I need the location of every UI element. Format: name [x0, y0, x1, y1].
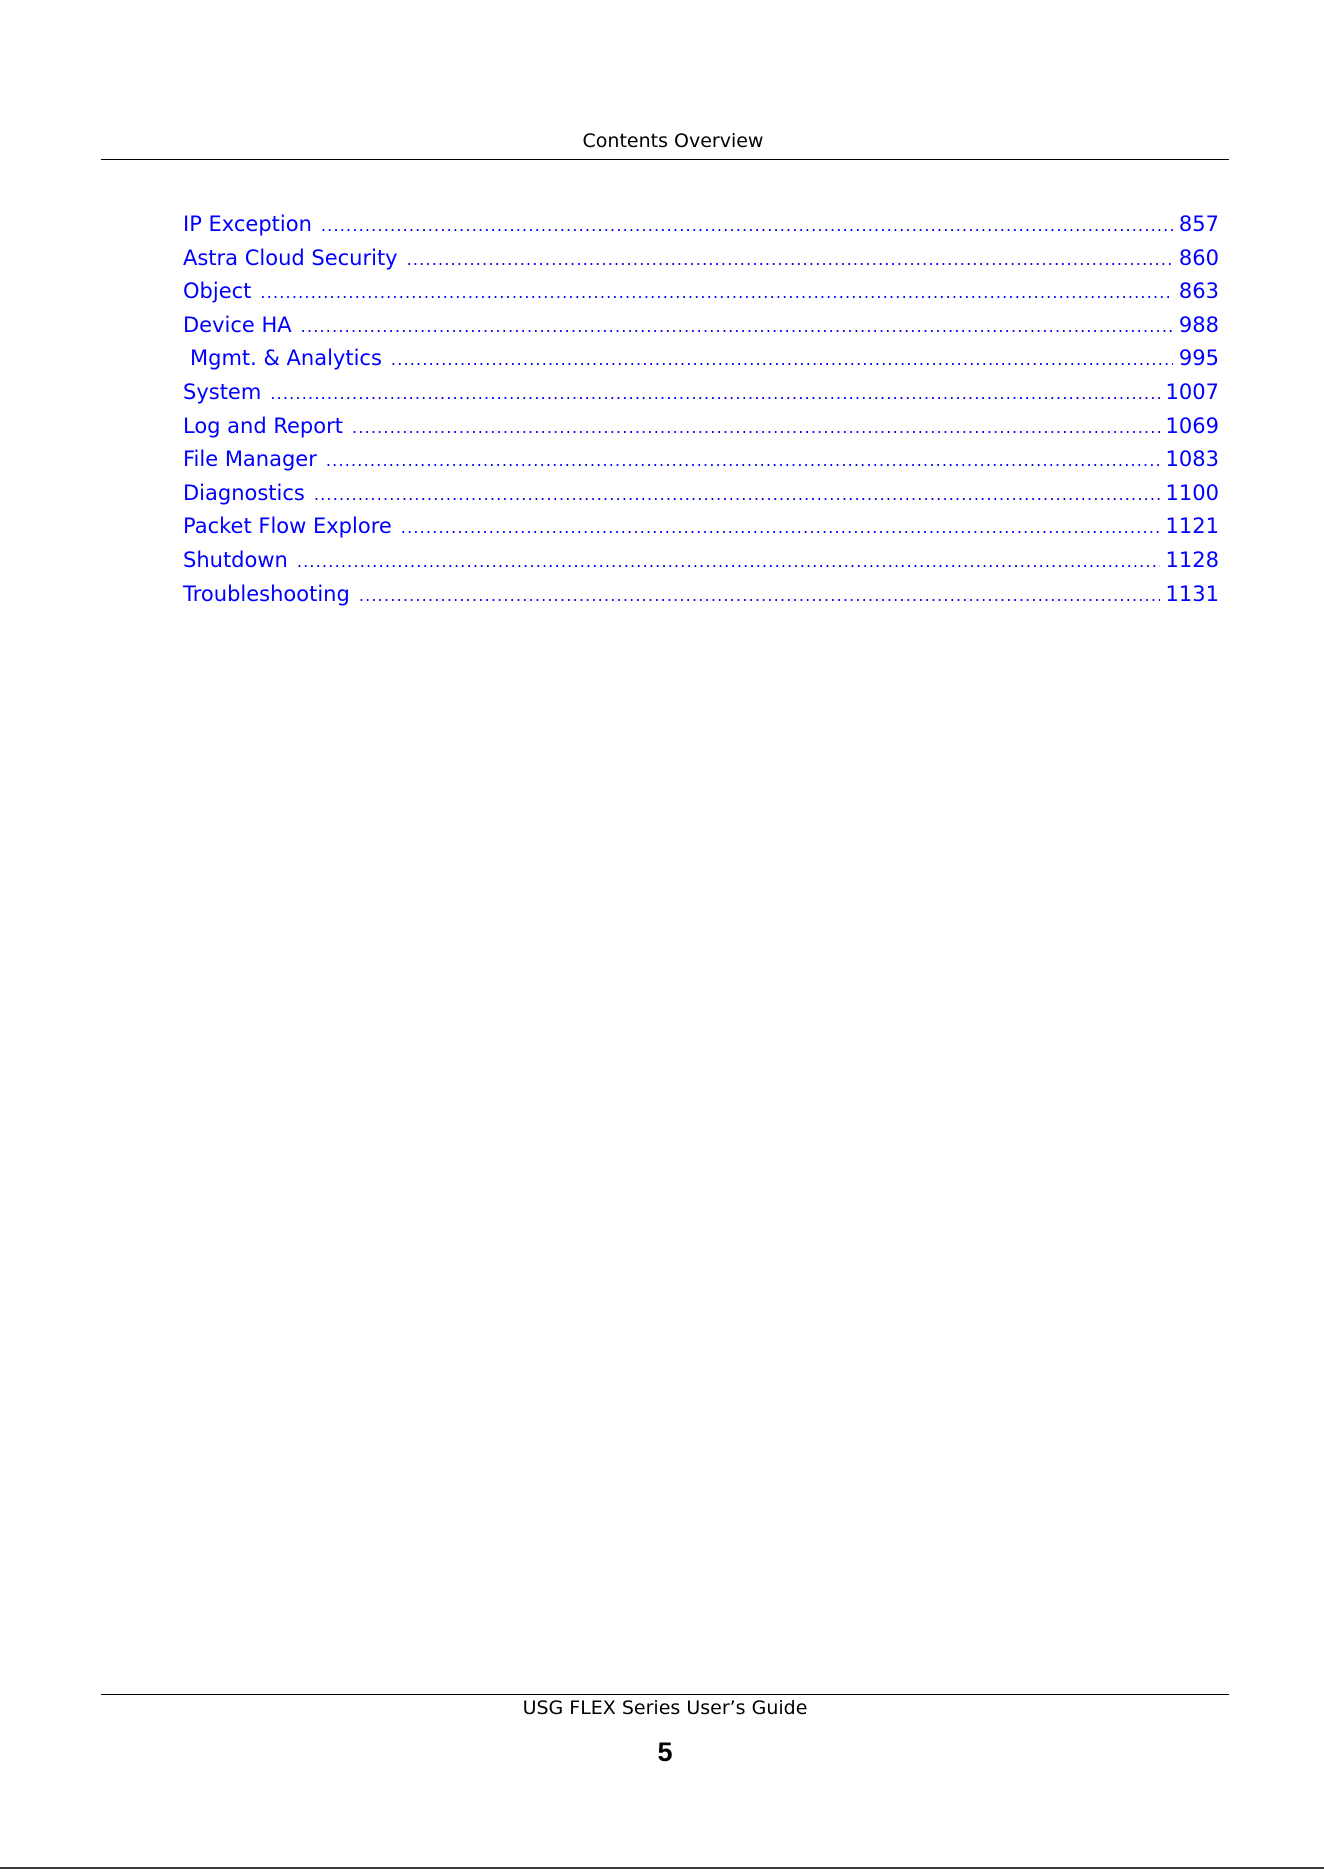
toc-entry-label: Log and Report	[183, 413, 343, 438]
toc-entry-label: Astra Cloud Security	[183, 245, 398, 270]
toc-entry-page: 1083	[1165, 447, 1219, 472]
toc-leader-dots	[297, 547, 1160, 577]
toc-leader-dots	[401, 513, 1160, 543]
toc-leader-dots	[326, 446, 1160, 476]
toc-entry-page: 988	[1178, 312, 1219, 337]
toc-entry-label: IP Exception	[183, 212, 312, 236]
page-header	[101, 130, 1229, 160]
toc-entry-page: 863	[1178, 279, 1219, 304]
toc-leader-dots	[407, 245, 1173, 275]
toc-entry-page: 1131	[1165, 581, 1219, 606]
toc-leader-dots	[359, 581, 1160, 611]
toc-entry-astra-cloud-security[interactable]	[183, 243, 1219, 277]
page-bottom-edge	[0, 1867, 1324, 1869]
toc-leader-dots	[314, 480, 1160, 510]
toc-entry-label: Diagnostics	[183, 480, 305, 505]
toc-entry-device-ha[interactable]	[183, 310, 1219, 344]
footer-guide-title: USG FLEX Series User’s Guide	[522, 1697, 808, 1719]
toc-entry-label: Packet Flow Explore	[183, 514, 392, 539]
toc-entry-page: 857	[1178, 212, 1219, 236]
toc-entry-page: 1069	[1165, 413, 1219, 438]
toc-entry-system[interactable]	[183, 377, 1219, 411]
toc-entry-label: Mgmt. & Analytics	[190, 346, 382, 371]
toc-entry-page: 860	[1178, 245, 1219, 270]
toc-entry-page: 1007	[1165, 379, 1219, 404]
toc-entry-object[interactable]	[183, 276, 1219, 310]
toc-leader-dots	[321, 211, 1173, 241]
toc-leader-dots	[301, 312, 1173, 342]
toc-entry-label: File Manager	[183, 447, 317, 472]
toc-entry-label: Troubleshooting	[183, 581, 350, 606]
toc-entry-mgmt-analytics[interactable]	[183, 343, 1219, 377]
toc-entry-shutdown[interactable]	[183, 545, 1219, 579]
toc-leader-dots	[270, 379, 1159, 409]
toc-entry-log-and-report[interactable]	[183, 411, 1219, 445]
toc-entry-page: 995	[1178, 346, 1219, 371]
toc-list	[183, 209, 1219, 612]
toc-entry-page: 1128	[1165, 547, 1219, 572]
toc-entry-label: Object	[183, 279, 252, 304]
toc-leader-dots	[391, 345, 1173, 375]
page-number: 5	[657, 1737, 673, 1767]
toc-entry-page: 1121	[1165, 514, 1219, 539]
toc-entry-label: Shutdown	[183, 547, 288, 572]
toc-entry-page: 1100	[1165, 480, 1219, 505]
toc-entry-diagnostics[interactable]	[183, 478, 1219, 512]
toc-leader-dots	[352, 413, 1160, 443]
toc-leader-dots	[260, 278, 1173, 308]
toc-entry-file-manager[interactable]	[183, 444, 1219, 478]
toc-entry-label: Device HA	[183, 312, 292, 337]
page-title: Contents Overview	[582, 130, 764, 152]
toc-entry-ip-exception[interactable]	[183, 209, 1219, 243]
toc-entry-troubleshooting[interactable]	[183, 579, 1219, 613]
page-footer	[101, 1694, 1229, 1767]
toc-entry-label: System	[183, 379, 262, 404]
toc-entry-packet-flow-explore[interactable]	[183, 511, 1219, 545]
